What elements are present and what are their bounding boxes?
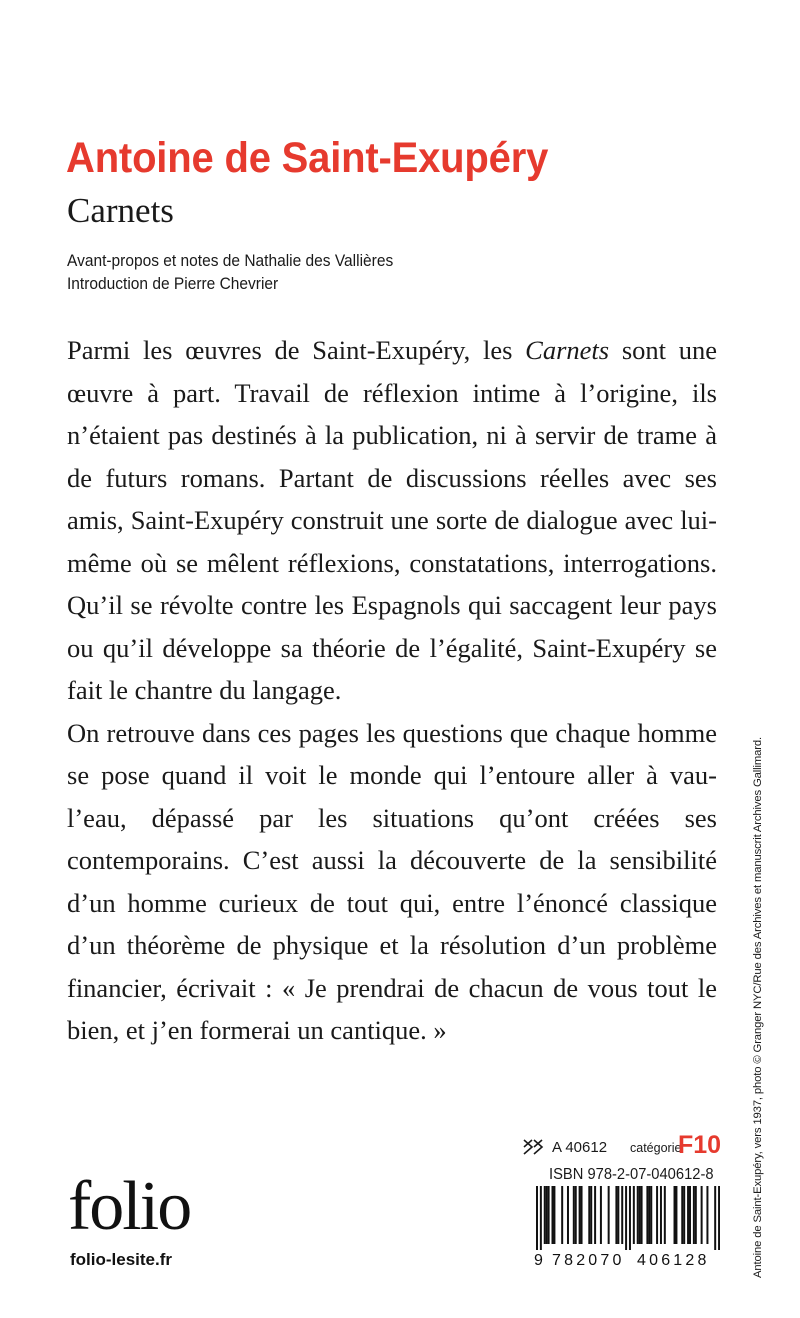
barcode-bar xyxy=(641,1186,643,1244)
barcode-bar xyxy=(551,1186,553,1244)
barcode-bar xyxy=(639,1186,641,1244)
barcode-bar xyxy=(590,1186,592,1244)
barcode-bar xyxy=(536,1186,538,1250)
barcode-bar xyxy=(660,1186,662,1244)
barcode-bar xyxy=(648,1186,650,1244)
barcode-bar xyxy=(675,1186,677,1244)
photo-credit: Antoine de Saint-Exupéry, vers 1937, photo © Granger NYC/Rue des Archives et manuscrit Archives Gallimard. xyxy=(752,736,764,1278)
barcode-bar xyxy=(633,1186,635,1244)
barcode-bar xyxy=(581,1186,583,1244)
blurb-text: sont une œuvre à part. Travail de réflexion intime à l’origine, ils n’étaient pas destinés à la publication, ni à servir de trame à de futurs romans. Partant de discussions réelles avec ses amis, Saint-Exupéry construit une sorte de dialogue avec lui-même où se mêlent réflexions, constatations, interrogations. Qu’il se révolte contre les Espagnols qui saccagent leur pays ou qu’il développe sa théorie de l’égalité, Saint-Exupéry se fait le chantre du langage. xyxy=(67,335,718,705)
category-code: F10 xyxy=(678,1131,722,1159)
credit-foreword: Avant-propos et notes de Nathalie des Vallières xyxy=(67,252,394,270)
barcode-bar xyxy=(546,1186,548,1244)
blurb-paragraph-2: On retrouve dans ces pages les questions que chaque homme se pose quand il voit le monde qui l’entoure aller à vau-l’eau, dépassé par les situations qu’ont créées ses contemporains. C’est aussi la découverte de la sensibilité d’un homme curieux de tout qui, entre l’énoncé classique d’un théorème de physique et la résolution d’un problème financier, écrivait : « Je prendrai de chacun de vous tout le bien, et j’en formerai un cantique. » xyxy=(67,717,717,1045)
barcode-bar xyxy=(701,1186,703,1244)
barcode-bar xyxy=(664,1186,666,1244)
blurb-paragraph-1 xyxy=(67,329,717,712)
price-code: A 40612 xyxy=(552,1139,608,1156)
barcode-digit-prefix: 9 xyxy=(534,1252,544,1269)
barcode-bar xyxy=(706,1186,708,1244)
book-title: Carnets xyxy=(67,191,174,230)
barcode-bar xyxy=(646,1186,648,1244)
barcode-bar xyxy=(687,1186,689,1244)
barcode-bar xyxy=(656,1186,658,1244)
barcode-bar xyxy=(588,1186,590,1244)
credits xyxy=(67,250,393,296)
back-cover-blurb xyxy=(67,329,717,1052)
barcode-bar xyxy=(683,1186,685,1244)
barcode-bar xyxy=(637,1186,639,1244)
barcode-bar xyxy=(714,1186,716,1250)
barcode-digits-left: 782070 xyxy=(552,1252,625,1269)
price-code-line xyxy=(521,1131,721,1161)
category-label: catégorie xyxy=(630,1141,682,1155)
barcode-digits-right: 406128 xyxy=(637,1252,710,1269)
blurb-italic-title: Carnets xyxy=(525,335,610,365)
barcode-bar xyxy=(573,1186,575,1244)
barcode-bar xyxy=(540,1186,542,1250)
barcode-bar xyxy=(561,1186,563,1244)
barcode-bar xyxy=(548,1186,550,1244)
barcode-bar xyxy=(553,1186,555,1244)
barcode-bar xyxy=(575,1186,577,1244)
barcode-bar xyxy=(650,1186,652,1244)
barcode-bar xyxy=(608,1186,610,1244)
isbn: ISBN 978-2-07-040612-8 xyxy=(549,1166,714,1183)
barcode-bar xyxy=(600,1186,602,1244)
barcode-bar xyxy=(674,1186,676,1244)
folio-logo: folio xyxy=(68,1168,191,1245)
barcode-bar xyxy=(681,1186,683,1244)
barcode-bar xyxy=(625,1186,627,1250)
barcode-bar xyxy=(695,1186,697,1244)
barcode-bar xyxy=(567,1186,569,1244)
publisher-website: folio-lesite.fr xyxy=(70,1250,173,1269)
barcode-bar xyxy=(689,1186,691,1244)
blurb-text: Parmi les œuvres de Saint-Exupéry, les xyxy=(67,335,526,365)
barcode-bar xyxy=(693,1186,695,1244)
barcode-bar xyxy=(617,1186,619,1244)
double-arrow-icon xyxy=(521,1138,545,1156)
barcode xyxy=(536,1186,720,1250)
barcode-bar xyxy=(544,1186,546,1244)
credit-introduction: Introduction de Pierre Chevrier xyxy=(67,275,279,293)
barcode-bar xyxy=(629,1186,631,1250)
barcode-bar xyxy=(718,1186,720,1250)
barcode-bar xyxy=(579,1186,581,1244)
barcode-bar xyxy=(621,1186,623,1244)
author-name: Antoine de Saint-Exupéry xyxy=(66,134,549,182)
barcode-bar xyxy=(615,1186,617,1244)
barcode-bar xyxy=(594,1186,596,1244)
